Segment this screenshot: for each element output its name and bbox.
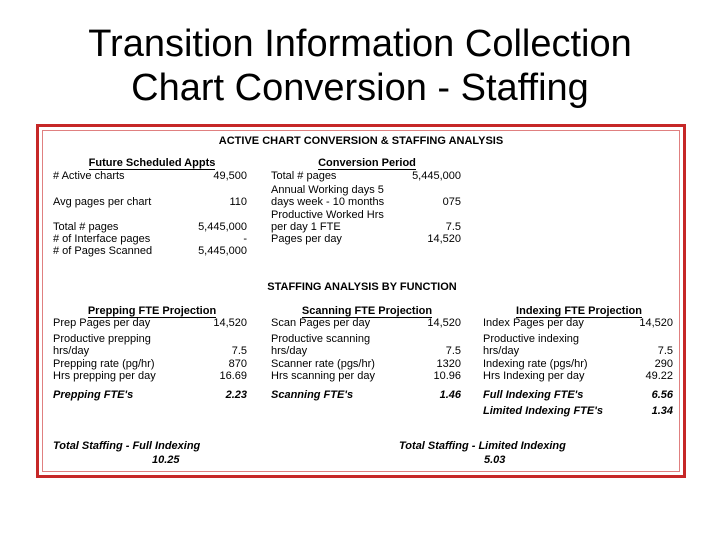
total-limited-value: 5.03 (484, 454, 506, 466)
sheet-inner-frame (42, 130, 680, 472)
index-rate-label: Indexing rate (pgs/hr) (483, 358, 588, 370)
limited-index-fte-value: 1.34 (651, 405, 673, 417)
prep-hrs-label: Hrs prepping per day (53, 370, 156, 382)
scan-productive-label-1: Productive scanning (271, 333, 371, 345)
prep-hrs-value: 16.69 (219, 370, 247, 382)
slide-title-line-2: Chart Conversion - Staffing (131, 67, 589, 109)
interface-pages-label: # of Interface pages (53, 233, 151, 245)
index-productive-label-1: Productive indexing (483, 333, 580, 345)
avg-pages-label: Avg pages per chart (53, 196, 152, 208)
scan-productive-value: 7.5 (445, 345, 461, 357)
staffing-heading: STAFFING ANALYSIS BY FUNCTION (267, 281, 457, 293)
future-header: Future Scheduled Appts (88, 157, 216, 169)
prepping-header: Prepping FTE Projection (87, 305, 217, 317)
slide-title-line-1: Transition Information Collection (88, 23, 632, 65)
prep-pages-value: 14,520 (213, 317, 247, 329)
scan-fte-label: Scanning FTE's (271, 389, 354, 401)
avg-pages-value: 110 (229, 196, 247, 208)
working-days-label-2: days week - 10 months (271, 196, 385, 208)
worked-hrs-value: 7.5 (445, 221, 461, 233)
total-pages-value: 5,445,000 (198, 221, 247, 233)
index-hrs-label: Hrs Indexing per day (483, 370, 585, 382)
conv-total-pages-value: 5,445,000 (412, 170, 461, 182)
prep-rate-label: Prepping rate (pg/hr) (53, 358, 155, 370)
scan-rate-value: 1320 (436, 358, 461, 370)
total-pages-label: Total # pages (53, 221, 119, 233)
prep-rate-value: 870 (228, 358, 247, 370)
index-pages-value: 14,520 (639, 317, 673, 329)
active-charts-label: # Active charts (53, 170, 125, 182)
scan-fte-value: 1.46 (439, 389, 461, 401)
indexing-header: Indexing FTE Projection (516, 305, 642, 317)
pages-per-day-value: 14,520 (427, 233, 461, 245)
scan-pages-value: 14,520 (427, 317, 461, 329)
total-limited-label: Total Staffing - Limited Indexing (399, 440, 566, 452)
prep-productive-label-2: hrs/day (53, 345, 90, 357)
scan-productive-label-2: hrs/day (271, 345, 308, 357)
total-full-value: 10.25 (152, 454, 180, 466)
slide-title (0, 22, 720, 110)
index-pages-label: Index Pages per day (483, 317, 584, 329)
pages-scanned-value: 5,445,000 (198, 245, 247, 257)
index-productive-value: 7.5 (657, 345, 673, 357)
conv-total-pages-label: Total # pages (271, 170, 337, 182)
full-index-fte-value: 6.56 (651, 389, 673, 401)
conversion-header: Conversion Period (318, 157, 416, 169)
scanning-header: Scanning FTE Projection (301, 305, 433, 317)
scan-pages-label: Scan Pages per day (271, 317, 371, 329)
index-rate-value: 290 (654, 358, 673, 370)
pages-scanned-label: # of Pages Scanned (53, 245, 153, 257)
worked-hrs-label-2: per day 1 FTE (271, 221, 341, 233)
total-full-label: Total Staffing - Full Indexing (53, 440, 201, 452)
full-index-fte-label: Full Indexing FTE's (483, 389, 584, 401)
prep-pages-label: Prep Pages per day (53, 317, 151, 329)
interface-pages-value: - (243, 233, 247, 245)
limited-index-fte-label: Limited Indexing FTE's (483, 405, 603, 417)
prep-fte-label: Prepping FTE's (53, 389, 134, 401)
index-hrs-value: 49.22 (645, 370, 673, 382)
scan-hrs-label: Hrs scanning per day (271, 370, 375, 382)
scan-hrs-value: 10.96 (433, 370, 461, 382)
working-days-value: 075 (442, 196, 461, 208)
spreadsheet-image (36, 124, 686, 478)
index-productive-label-2: hrs/day (483, 345, 520, 357)
working-days-label-1: Annual Working days 5 (271, 184, 384, 196)
pages-per-day-label: Pages per day (271, 233, 342, 245)
worked-hrs-label-1: Productive Worked Hrs (271, 209, 384, 221)
sheet-heading: ACTIVE CHART CONVERSION & STAFFING ANALYSIS (218, 135, 504, 147)
active-charts-value: 49,500 (213, 170, 247, 182)
prep-fte-value: 2.23 (225, 389, 247, 401)
prep-productive-label-1: Productive prepping (53, 333, 151, 345)
prep-productive-value: 7.5 (231, 345, 247, 357)
scan-rate-label: Scanner rate (pgs/hr) (271, 358, 375, 370)
